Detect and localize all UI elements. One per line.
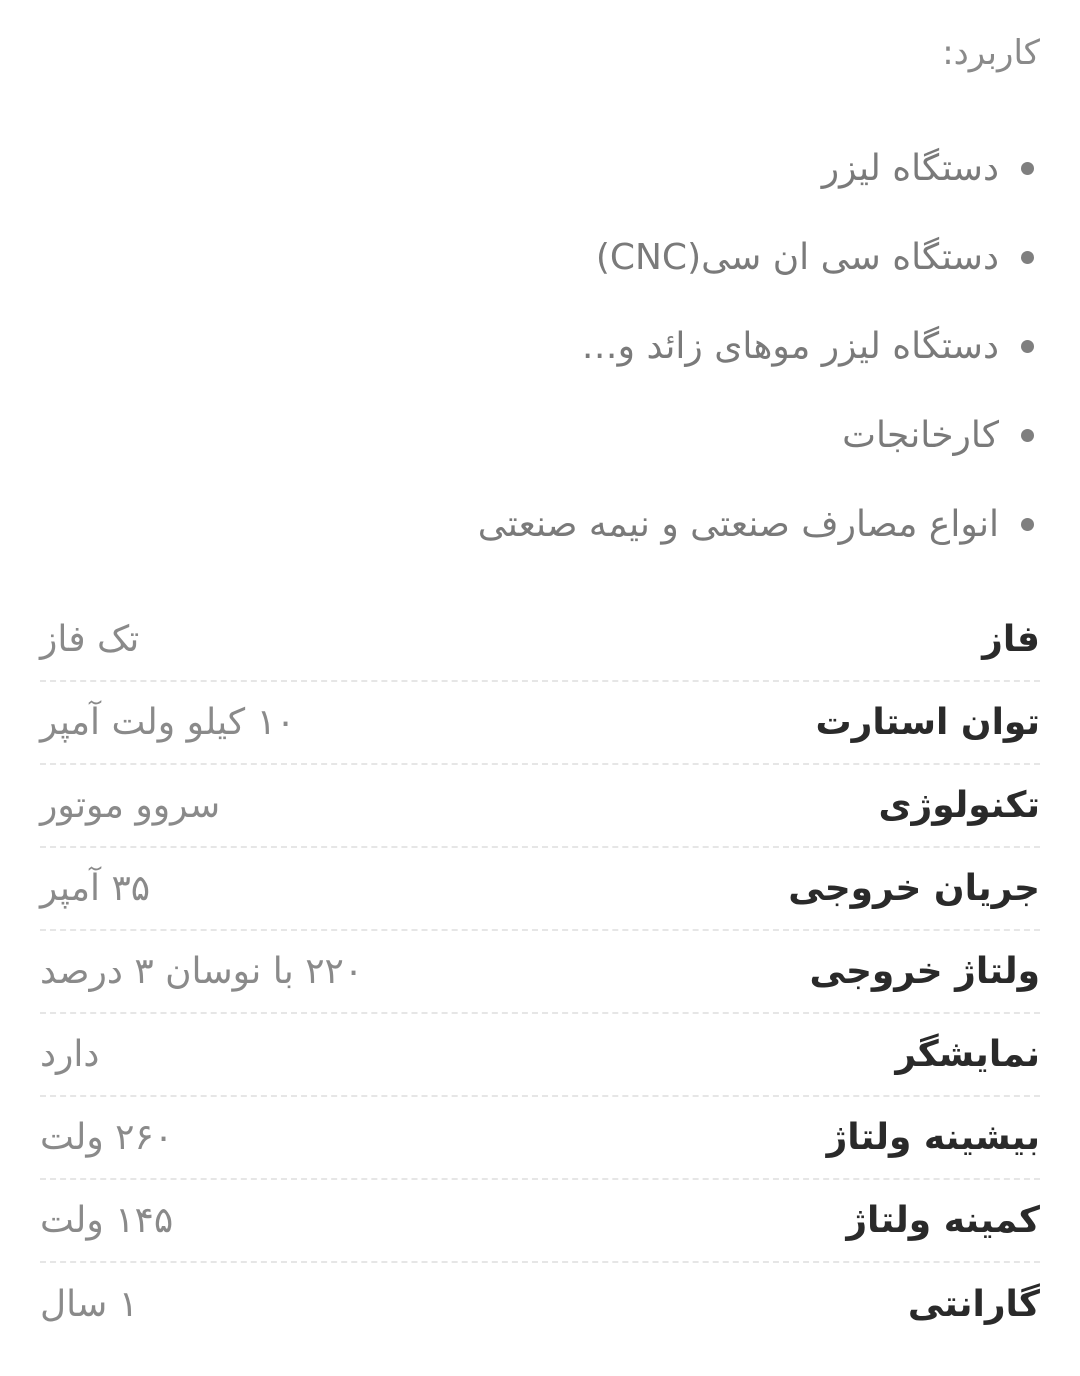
bullet-icon bbox=[1021, 340, 1034, 353]
spec-table bbox=[40, 599, 1040, 1346]
spec-row-max-voltage bbox=[40, 1097, 1040, 1180]
usage-item-text: کارخانجات bbox=[842, 415, 999, 456]
spec-row-phase bbox=[40, 599, 1040, 682]
spec-row-min-voltage bbox=[40, 1180, 1040, 1263]
spec-row-output-voltage bbox=[40, 931, 1040, 1014]
spec-label: تکنولوژی bbox=[878, 785, 1040, 826]
spec-value: ۳۵ آمپر bbox=[40, 868, 151, 909]
usage-item bbox=[40, 124, 1040, 213]
spec-label: بیشینه ولتاژ bbox=[826, 1117, 1040, 1158]
spec-label: گارانتی bbox=[907, 1284, 1040, 1325]
spec-label: فاز bbox=[982, 619, 1040, 660]
spec-value: ۱۰ کیلو ولت آمپر bbox=[40, 702, 296, 743]
spec-row-start-power bbox=[40, 682, 1040, 765]
spec-value: سروو موتور bbox=[40, 785, 221, 826]
usage-item-text: انواع مصارف صنعتی و نیمه صنعتی bbox=[477, 504, 999, 545]
usage-list bbox=[40, 124, 1040, 569]
spec-value: تک فاز bbox=[40, 619, 140, 660]
spec-label: توان استارت bbox=[815, 702, 1040, 743]
spec-row-technology bbox=[40, 765, 1040, 848]
spec-label: کمینه ولتاژ bbox=[846, 1200, 1040, 1241]
spec-row-display bbox=[40, 1014, 1040, 1097]
spec-row-output-current bbox=[40, 848, 1040, 931]
bullet-icon bbox=[1021, 429, 1034, 442]
usage-item bbox=[40, 391, 1040, 480]
bullet-icon bbox=[1021, 251, 1034, 264]
spec-value: ۱۴۵ ولت bbox=[40, 1200, 174, 1241]
usage-item bbox=[40, 302, 1040, 391]
spec-value: ۲۶۰ ولت bbox=[40, 1117, 174, 1158]
usage-item-text: دستگاه لیزر موهای زائد و… bbox=[581, 326, 999, 367]
usage-item bbox=[40, 480, 1040, 569]
bullet-icon bbox=[1021, 518, 1034, 531]
spec-value: ۱ سال bbox=[40, 1284, 139, 1325]
spec-row-warranty bbox=[40, 1263, 1040, 1346]
usage-title: کاربرد: bbox=[942, 33, 1040, 73]
spec-label: جریان خروجی bbox=[788, 868, 1040, 909]
usage-item bbox=[40, 213, 1040, 302]
spec-value: دارد bbox=[40, 1034, 100, 1075]
usage-item-text: دستگاه سی ان سی(CNC) bbox=[595, 237, 999, 278]
bullet-icon bbox=[1021, 162, 1034, 175]
spec-label: نمایشگر bbox=[895, 1034, 1040, 1075]
spec-label: ولتاژ خروجی bbox=[809, 951, 1040, 992]
usage-item-text: دستگاه لیزر bbox=[821, 148, 999, 189]
spec-value: ۲۲۰ با نوسان ۳ درصد bbox=[40, 951, 364, 992]
